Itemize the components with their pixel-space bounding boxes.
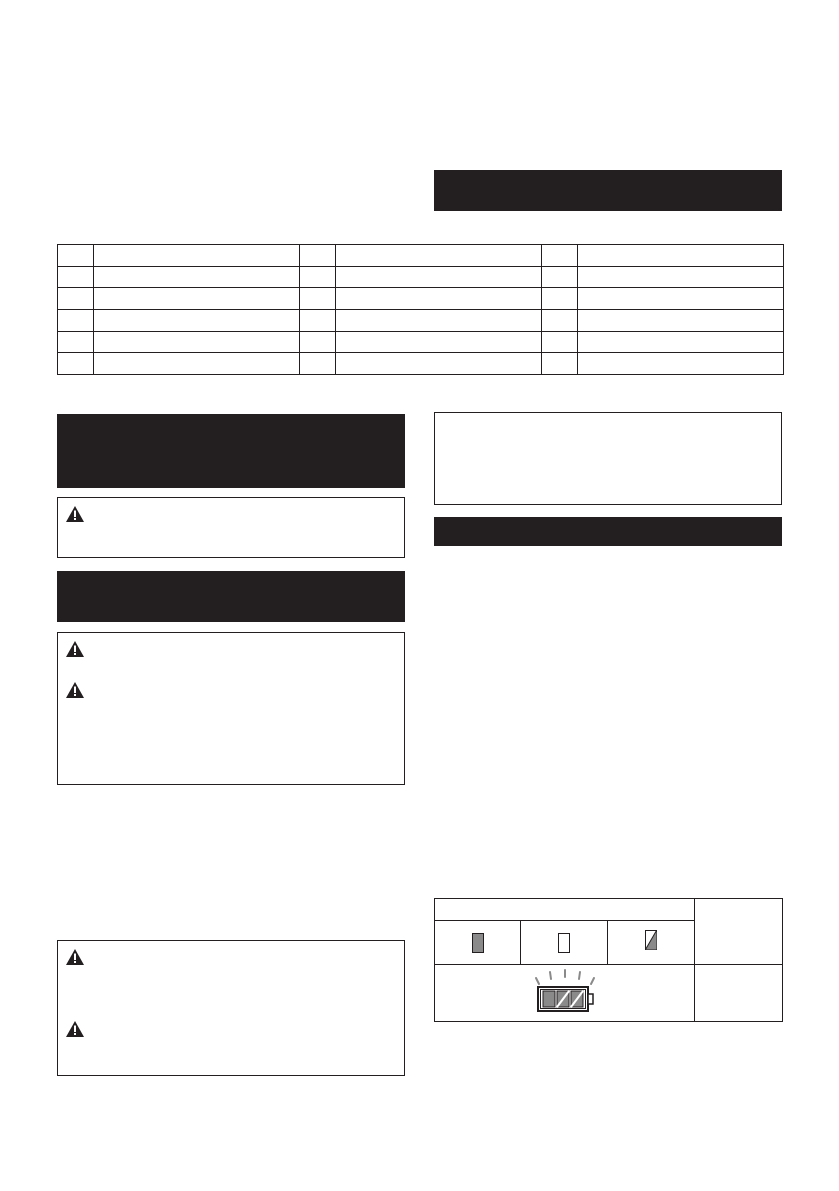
- table-row: [58, 331, 784, 353]
- table-row: [58, 245, 784, 267]
- warning-triangle-icon: [66, 1021, 84, 1042]
- section-heading-bar-top-right: [434, 170, 782, 211]
- parts-table: [57, 244, 784, 375]
- warning-triangle-icon: [66, 506, 84, 527]
- table-row: [58, 353, 784, 375]
- warning-box-1: [57, 497, 405, 558]
- warning-triangle-icon: [66, 682, 84, 703]
- battery-indicator-table: [434, 898, 783, 1022]
- warning-triangle-icon: [66, 949, 84, 970]
- table-row: [58, 266, 784, 288]
- battery-illustration-cell: [435, 965, 695, 1022]
- table-row: [435, 965, 783, 1022]
- table-row: [58, 288, 784, 310]
- lamp-lit-icon: [472, 933, 484, 953]
- lamp-off-cell: [521, 921, 608, 965]
- lamp-lit-cell: [435, 921, 521, 965]
- lamp-blinking-icon: [645, 930, 657, 955]
- section-heading-bar-left-1: [57, 414, 405, 488]
- section-heading-bar-left-2: [57, 571, 405, 622]
- table-row: [435, 899, 783, 921]
- indicator-header-cell: [435, 899, 695, 921]
- lamp-off-icon: [558, 933, 570, 953]
- battery-indicator-icon: [530, 968, 600, 1019]
- lamp-blinking-cell: [608, 921, 695, 965]
- table-row: [58, 309, 784, 331]
- warning-triangle-icon: [66, 641, 84, 662]
- note-box: [434, 412, 782, 505]
- warning-box-2: [57, 632, 405, 785]
- warning-box-3: [57, 940, 405, 1076]
- indicator-side-cell: [695, 899, 783, 965]
- section-heading-bar-right-2: [434, 517, 782, 546]
- indicator-side-cell-2: [695, 965, 783, 1022]
